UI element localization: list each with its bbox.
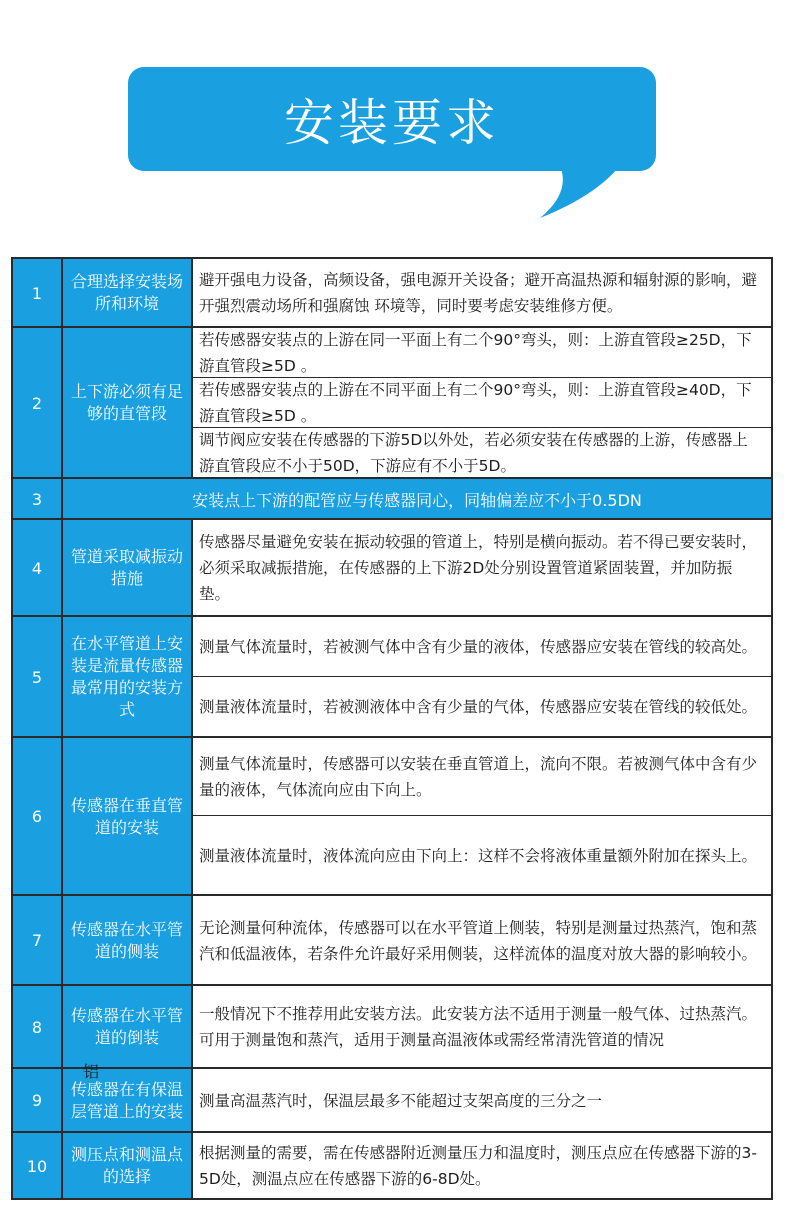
row-detail: 根据测量的需要，需在传感器附近测量压力和温度时，测压点应在传感器下游的3-5D处，测温点应在传感器下游的6-8D处。: [199, 1144, 757, 1188]
row-number: 4: [11, 520, 63, 616]
row-detail: 避开强电力设备，高频设备，强电源开关设备；避开高温热源和辐射源的影响，避开强烈震动场所和强腐蚀 环境等，同时要考虑安装维修方便。: [199, 271, 758, 315]
row-detail: 调节阀应安装在传感器的下游5D以外处，若必须安装在传感器的上游，传感器上游直管段应不小于50D，下游应有不小于5D。: [199, 431, 748, 475]
overflow-text: 铝: [83, 1062, 100, 1081]
row-category: 传感器在水平管道的侧装: [63, 896, 193, 985]
table-row: [11, 520, 773, 616]
speech-bubble-tail: [540, 150, 640, 220]
table-row: [11, 1133, 773, 1199]
row-category: 传感器在垂直管道的安装: [63, 738, 193, 895]
row-detail: 测量气体流量时，传感器可以安装在垂直管道上，流向不限。若被测气体中含有少量的液体，气体流向应由下向上。: [193, 738, 771, 816]
row-number: 3: [11, 479, 63, 519]
row-number: 5: [11, 617, 63, 737]
row-number: 1: [11, 259, 63, 327]
page-title: 安装要求: [284, 94, 500, 152]
row-category: 上下游必须有足够的直管段: [63, 328, 193, 478]
row-number: 2: [11, 328, 63, 478]
row-number: 6: [11, 738, 63, 895]
table-row: [11, 328, 773, 478]
row-detail: 测量液体流量时，液体流向应由下向上：这样不会将液体重量额外附加在探头上。: [199, 846, 758, 865]
row-number: 10: [11, 1133, 63, 1199]
table-row: [11, 896, 773, 985]
row-category: 测压点和测温点的选择: [63, 1133, 193, 1199]
row-detail: 测量气体流量时，若被测气体中含有少量的液体，传感器应安装在管线的较高处。: [193, 617, 771, 677]
row-category: 在水平管道上安装是流量传感器最常用的安装方式: [63, 617, 193, 737]
row-detail: 测量高温蒸汽时，保温层最多不能超过支架高度的三分之一: [199, 1091, 603, 1110]
row-detail: 测量液体流量时，若被测液体中含有少量的气体，传感器应安装在管线的较低处。: [199, 698, 758, 716]
table-row: [11, 738, 773, 895]
row-number: 8: [11, 986, 63, 1068]
table-row: [11, 479, 773, 519]
table-row: [11, 617, 773, 737]
table-row: [11, 1062, 773, 1132]
install-requirements-table: [11, 257, 773, 1188]
row-number: 7: [11, 896, 63, 985]
table-row: [11, 986, 773, 1068]
row-category: 管道采取减振动措施: [63, 520, 193, 616]
row-category: 合理选择安装场所和环境: [63, 259, 193, 327]
row-number: 9: [11, 1069, 63, 1132]
row-detail: 若传感器安装点的上游在不同平面上有二个90°弯头，则：上游直管段≥40D，下游直管段≥5D 。: [193, 378, 771, 428]
row-detail: 传感器尽量避免安装在振动较强的管道上，特别是横向振动。若不得已要安装时，必须采取减振措施，在传感器的上下游2D处分别设置管道紧固装置，并加防振垫。: [199, 533, 758, 603]
row-category: 安装点上下游的配管应与传感器同心，同轴偏差应不小于0.5DN: [63, 479, 773, 519]
row-detail: 无论测量何种流体，传感器可以在水平管道上侧装，特别是测量过热蒸汽，饱和蒸汽和低温液体，若条件允许最好采用侧装，这样流体的温度对放大器的影响较小。: [199, 918, 758, 963]
row-detail: 若传感器安装点的上游在同一平面上有二个90°弯头，则：上游直管段≥25D，下游直管段≥5D 。: [193, 328, 771, 378]
row-category: 传感器在有保温层管道上的安装: [63, 1069, 193, 1132]
row-category: 传感器在水平管道的倒装: [63, 986, 193, 1068]
row-detail: 一般情况下不推荐用此安装方法。此安装方法不适用于测量一般气体、过热蒸汽。可用于测量饱和蒸汽，适用于测量高温液体或需经常清洗管道的情况: [199, 1005, 758, 1049]
table-row: [11, 259, 773, 327]
